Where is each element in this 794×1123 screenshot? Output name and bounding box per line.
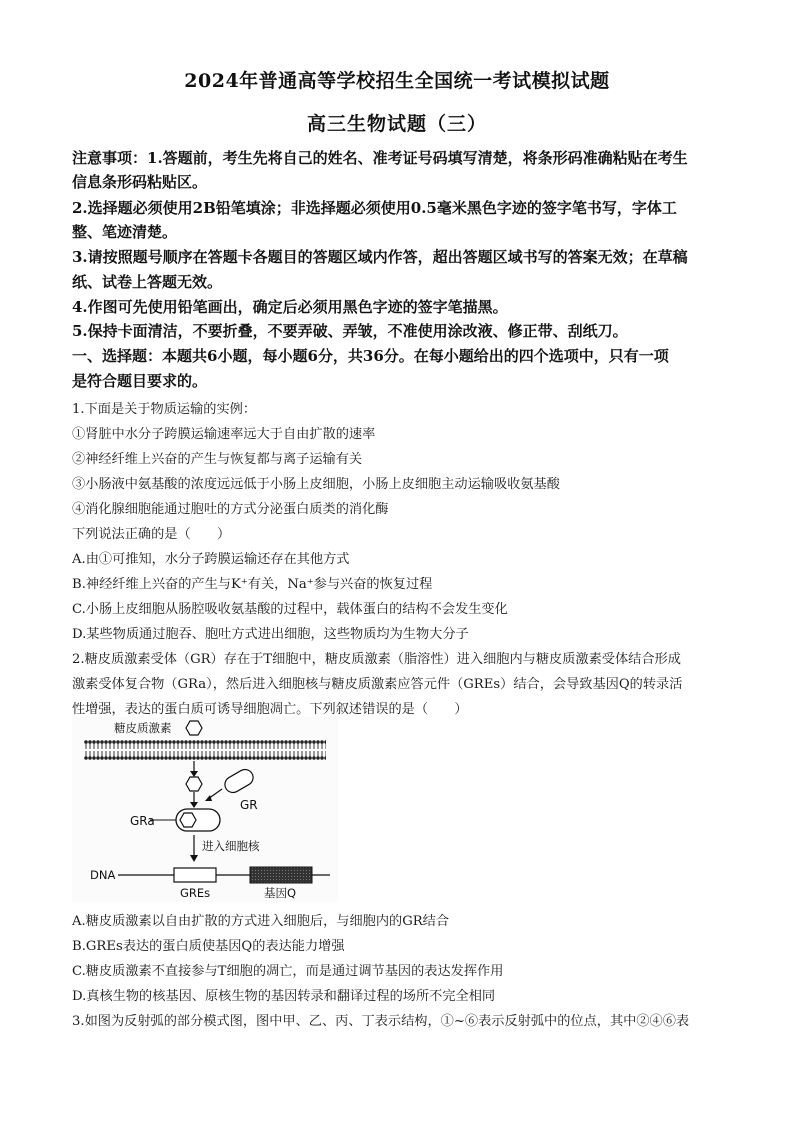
q1-option-a: A.由①可推知，水分子跨膜运输还存在其他方式 xyxy=(72,552,350,567)
q2-option-b: B.GREs表达的蛋白质使基因Q的表达能力增强 xyxy=(72,939,345,954)
q2-option-a: A.糖皮质激素以自由扩散的方式进入细胞后，与细胞内的GR结合 xyxy=(72,914,450,929)
q2-stem: 性增强，表达的蛋白质可诱导细胞凋亡。下列叙述错误的是（ ） xyxy=(72,702,468,717)
arrow-head xyxy=(190,802,198,808)
gr-receptor xyxy=(222,767,256,796)
q3-stem: 3.如图为反射弧的部分模式图，图中甲、乙、丙、丁表示结构，①~⑥表示反射弧中的位点，其中②④⑥表 xyxy=(72,1014,690,1029)
q1-item: ④消化腺细胞能通过胞吐的方式分泌蛋白质类的消化酶 xyxy=(72,502,389,517)
gres-label: GREs xyxy=(180,886,211,900)
q1-item: ①肾脏中水分子跨膜运输速率远大于自由扩散的速率 xyxy=(72,427,376,442)
notice-line: 注意事项：1.答题前，考生先将自己的姓名、准考证号码填写清楚，将条形码准确粘贴在考生 xyxy=(72,149,688,167)
q1-question: 下列说法正确的是（ ） xyxy=(72,527,231,542)
enter-nucleus-label: 进入细胞核 xyxy=(202,839,260,853)
glucocorticoid-diagram xyxy=(72,717,338,902)
q2-stem: 激素受体复合物（GRa），然后进入细胞核与糖皮质激素应答元件（GREs）结合，会导致基因Q的转录活 xyxy=(72,677,683,692)
notice-line: 整、笔迹清楚。 xyxy=(72,223,178,241)
dna-label: DNA xyxy=(90,868,116,882)
section-heading: 是符合题目要求的。 xyxy=(72,372,208,390)
gene-q-label: 基因Q xyxy=(264,886,297,900)
notice-line: 2.选择题必须使用2B铅笔填涂；非选择题必须使用0.5毫米黑色字迹的签字笔书写，字体工 xyxy=(72,199,677,217)
notice-line: 信息条形码粘贴区。 xyxy=(72,173,208,191)
arrow-head xyxy=(205,795,212,801)
notice-line: 纸、试卷上答题无效。 xyxy=(72,273,223,291)
hormone-hexagon-middle xyxy=(186,777,202,791)
hormone-label: 糖皮质激素 xyxy=(114,721,172,735)
q1-stem: 1.下面是关于物质运输的实例： xyxy=(72,402,257,417)
q1-option-d: D.某些物质通过胞吞、胞吐方式进出细胞，这些物质均为生物大分子 xyxy=(72,627,469,642)
q1-item: ③小肠液中氨基酸的浓度远远低于小肠上皮细胞，小肠上皮细胞主动运输吸收氨基酸 xyxy=(72,477,560,492)
q2-stem: 2.糖皮质激素受体（GR）存在于T细胞中，糖皮质激素（脂溶性）进入细胞内与糖皮质激素受体结合形成 xyxy=(72,652,681,667)
arrow-head xyxy=(190,855,198,862)
q1-option-b: B.神经纤维上兴奋的产生与K⁺有关，Na⁺参与兴奋的恢复过程 xyxy=(72,577,433,592)
q1-item: ②神经纤维上兴奋的产生与恢复都与离子运输有关 xyxy=(72,452,363,467)
gres-box xyxy=(174,868,216,882)
gene-q-box xyxy=(250,867,312,883)
q2-option-c: C.糖皮质激素不直接参与T细胞的凋亡，而是通过调节基因的表达发挥作用 xyxy=(72,964,504,979)
arrow-head xyxy=(190,771,198,777)
notice-line: 3.请按照题号顺序在答题卡各题目的答题区域内作答，超出答题区域书写的答案无效；在草稿 xyxy=(72,248,688,266)
q1-option-c: C.小肠上皮细胞从肠腔吸收氨基酸的过程中，载体蛋白的结构不会发生变化 xyxy=(72,602,508,617)
section-heading: 一、选择题：本题共6小题，每小题6分，共36分。在每小题给出的四个选项中，只有一项 xyxy=(72,347,669,365)
gra-label: GRa xyxy=(130,814,155,828)
notice-line: 4.作图可先使用铅笔画出，确定后必须用黑色字迹的签字笔描黑。 xyxy=(72,298,508,316)
exam-subtitle: 高三生物试题（三） xyxy=(306,113,487,135)
hormone-hexagon-bound xyxy=(180,813,196,827)
q2-option-d: D.真核生物的核基因、原核生物的基因转录和翻译过程的场所不完全相同 xyxy=(72,989,496,1004)
notice-line: 5.保持卡面清洁，不要折叠，不要弄破、弄皱，不准使用涂改液、修正带、刮纸刀。 xyxy=(72,322,628,340)
exam-title: 2024年普通高等学校招生全国统一考试模拟试题 xyxy=(184,70,610,92)
gr-label: GR xyxy=(240,798,258,812)
hormone-hexagon-top xyxy=(186,721,202,735)
cell-membrane xyxy=(84,739,326,761)
